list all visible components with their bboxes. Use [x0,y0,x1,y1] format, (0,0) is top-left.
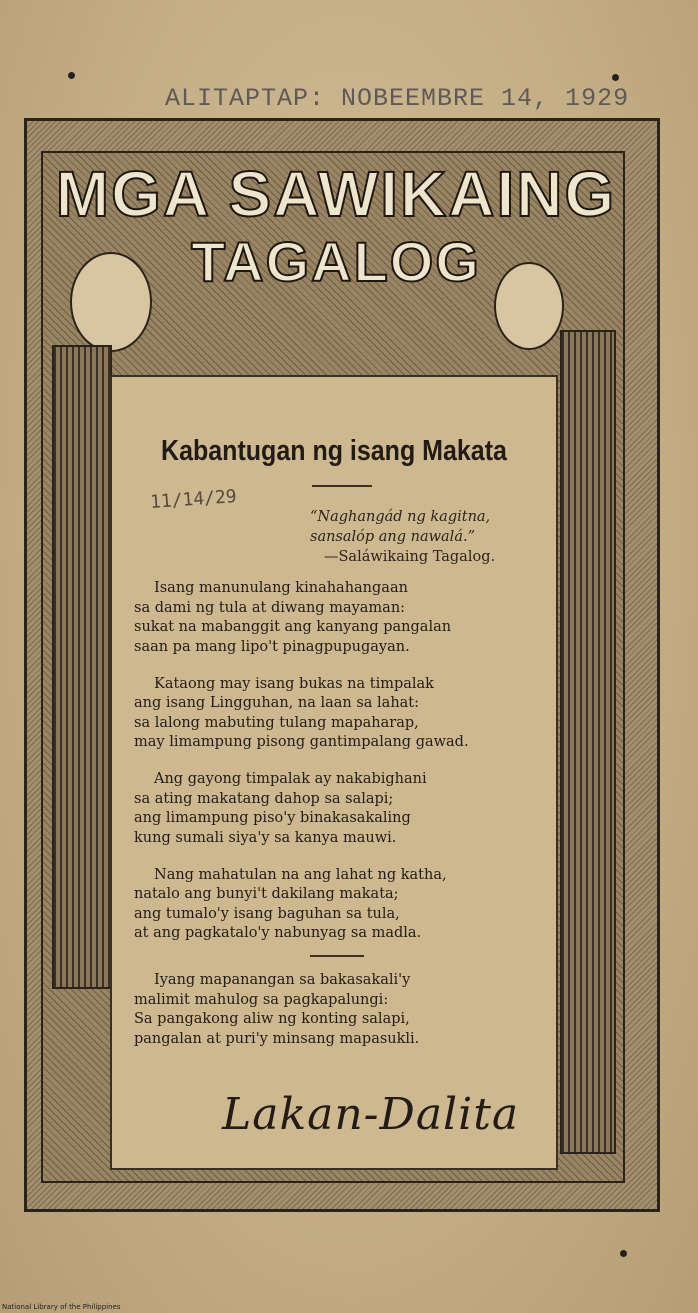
poem-line: Nang mahatulan na ang lahat ng katha, [154,866,447,883]
poem-line: Sa pangakong aliw ng konting salapi, [134,1011,410,1027]
poem-body [134,579,554,1067]
publication-date-stamp: ALITAPTAP: NOBEEMBRE 14, 1929 [165,84,630,113]
archive-credit: National Library of the Philippines [2,1303,121,1311]
poem-line: Iyang mapanangan sa bakasakali'y [154,972,411,988]
poem-line: malimit mahulog sa pagkapalungi: [134,991,389,1008]
poem-line: pangalan at puri'y minsang mapasukli. [134,1030,420,1047]
poem-line: sukat na mabanggit ang kanyang pangalan [134,619,452,635]
poem-line: saan pa mang lipo't pinagpupugayan. [134,638,410,655]
hole-punch-dot [620,1250,627,1257]
stanza [134,971,554,1049]
poem-line: sa lalong mabuting tulang mapaharap, [134,714,419,731]
poem-line: may limampung pisong gantimpalang gawad. [134,734,469,750]
poem-line: sa ating makatang dahop sa salapi; [134,790,394,807]
epigraph-line: “Naghangád ng kagitna, [310,509,491,525]
stanza [134,866,554,944]
banner-line-2: TAGALOG [191,230,481,293]
handwritten-date: 11/14/29 [149,486,238,513]
poem-line: sa dami ng tula at diwang mayaman: [134,599,406,616]
author-signature: Lakan-Dalita [222,1089,520,1140]
poem-line: ang isang Lingguhan, na laan sa lahat: [134,695,420,711]
banner-line-1: MGA SAWIKAING [55,158,617,230]
stanza [134,675,554,753]
poem-line: ang tumalo'y isang baguhan sa tula, [134,905,400,922]
title-divider [312,485,372,487]
poem-line: Isang manunulang kinahahangaan [154,580,408,596]
epigraph-source: —Saláwikaing Tagalog. [324,549,496,565]
poem-line: natalo ang bunyi't dakilang makata; [134,886,399,902]
epigraph [310,507,550,567]
hole-punch-dot [68,72,75,79]
banner-headline [44,158,628,293]
poem-line: kung sumali siya'y sa kanya mauwi. [134,829,397,846]
poem-line: Kataong may isang bukas na timpalak [154,675,434,692]
stanza [134,579,554,657]
poem-line: at ang pagkatalo'y nabunyag sa madla. [134,925,422,941]
hole-punch-dot [612,74,619,81]
poem-panel [110,375,558,1170]
poem-line: Ang gayong timpalak ay nakabighani [154,771,427,787]
stanza [134,770,554,848]
epigraph-line: sansalóp ang nawalá.” [310,529,475,545]
article-title: Kabantugan ng isang Makata [161,434,507,468]
poem-line: ang limampung piso'y binakasakaling [134,810,411,826]
stanza-divider [310,955,364,957]
